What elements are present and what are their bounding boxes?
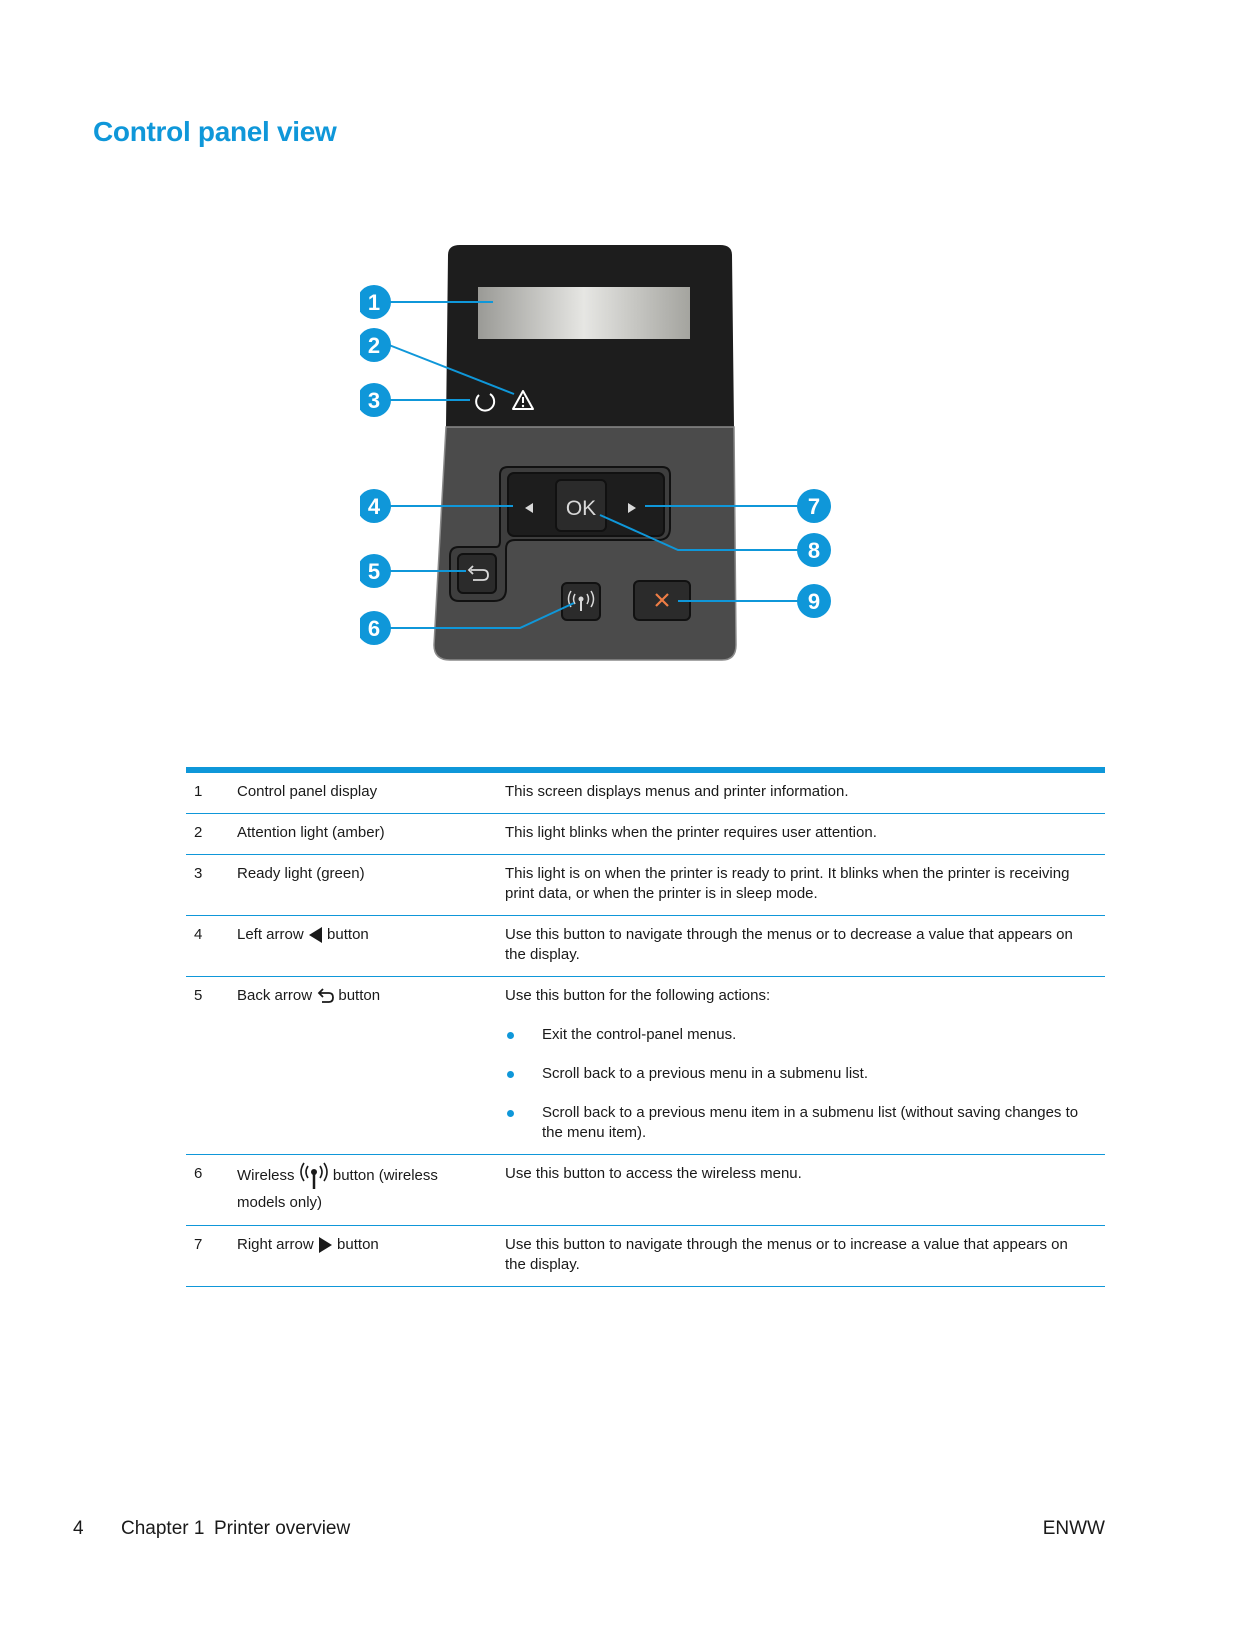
callout-9 bbox=[797, 584, 831, 618]
table-row bbox=[186, 773, 1105, 814]
callout-7 bbox=[797, 489, 831, 523]
item-name-text: Left arrow bbox=[237, 926, 304, 943]
callout-1 bbox=[360, 285, 391, 319]
row-number: 4 bbox=[194, 926, 203, 943]
list-item: Scroll back to a previous menu in a submenu list. bbox=[505, 1064, 1085, 1084]
row-item-name: Ready light (green) bbox=[237, 865, 365, 882]
list-item: Exit the control-panel menus. bbox=[505, 1025, 1085, 1045]
svg-text:9: 9 bbox=[807, 589, 821, 614]
list-item: Scroll back to a previous menu item in a submenu list (without saving changes to the menu item). bbox=[505, 1103, 1085, 1143]
back-arrow-icon bbox=[316, 987, 334, 1005]
table-row bbox=[186, 977, 1105, 1155]
wireless-icon bbox=[299, 1162, 329, 1190]
row-item-name bbox=[237, 925, 505, 965]
item-name-suffix: button bbox=[327, 926, 369, 943]
footer-page-number: 4 bbox=[73, 1518, 84, 1539]
row-description: Use this button to navigate through the menus or to decrease a value that appears on the display. bbox=[505, 926, 1073, 963]
svg-text:7: 7 bbox=[807, 494, 821, 519]
callout-2 bbox=[360, 328, 391, 362]
row-description: This light is on when the printer is ready to print. It blinks when the printer is receiving print data, or when the printer is in sleep mode. bbox=[505, 865, 1070, 902]
back-arrow-button[interactable] bbox=[458, 554, 496, 593]
row-item-name bbox=[237, 986, 505, 1143]
footer-doc-code: ENWW bbox=[1042, 1518, 1105, 1539]
table-row bbox=[186, 1155, 1105, 1226]
left-arrow-icon bbox=[308, 926, 323, 944]
item-name-suffix: button bbox=[338, 987, 381, 1004]
svg-text:1: 1 bbox=[367, 290, 381, 315]
row-number: 3 bbox=[194, 865, 203, 882]
item-name-suffix: button (wireless bbox=[332, 1166, 438, 1184]
table-row bbox=[186, 1226, 1105, 1287]
item-name-text: Wireless bbox=[237, 1166, 295, 1184]
item-name-suffix: button bbox=[337, 1236, 379, 1253]
row-description: Use this button to navigate through the menus or to increase a value that appears on the display. bbox=[505, 1236, 1068, 1273]
row-description: Use this button to access the wireless menu. bbox=[505, 1165, 802, 1182]
description-intro: Use this button for the following actions: bbox=[505, 987, 771, 1004]
right-arrow-icon bbox=[318, 1236, 333, 1254]
footer-chapter-title: Printer overview bbox=[214, 1518, 351, 1539]
row-number: 1 bbox=[194, 783, 203, 800]
callout-8 bbox=[797, 533, 831, 567]
svg-text:6: 6 bbox=[367, 616, 381, 641]
page-title: Control panel view bbox=[93, 116, 337, 147]
row-description: This screen displays menus and printer information. bbox=[505, 783, 849, 800]
row-description bbox=[505, 986, 1105, 1143]
bullet-list bbox=[505, 1025, 1085, 1143]
footer-chapter: Chapter 1 bbox=[121, 1518, 205, 1539]
callout-4 bbox=[360, 489, 391, 523]
item-name-line2: models only) bbox=[237, 1194, 323, 1211]
callout-6 bbox=[360, 611, 391, 645]
callout-5 bbox=[360, 554, 391, 588]
row-item-name bbox=[237, 1162, 505, 1216]
svg-text:2: 2 bbox=[367, 333, 381, 358]
svg-text:4: 4 bbox=[367, 494, 381, 519]
ok-label: OK bbox=[565, 497, 597, 520]
svg-text:5: 5 bbox=[367, 559, 381, 584]
row-number: 6 bbox=[194, 1165, 203, 1182]
control-panel-display bbox=[478, 287, 690, 339]
control-panel-table bbox=[186, 767, 1105, 1287]
row-number: 5 bbox=[194, 987, 203, 1004]
item-name-text: Right arrow bbox=[237, 1236, 314, 1253]
row-number: 7 bbox=[194, 1236, 203, 1253]
ok-button[interactable] bbox=[556, 480, 606, 531]
row-number: 2 bbox=[194, 824, 203, 841]
row-item-name bbox=[237, 1235, 505, 1275]
row-item-name: Control panel display bbox=[237, 783, 378, 800]
table-row bbox=[186, 916, 1105, 977]
svg-text:8: 8 bbox=[807, 538, 821, 563]
row-item-name: Attention light (amber) bbox=[237, 824, 385, 841]
row-description: This light blinks when the printer requires user attention. bbox=[505, 824, 877, 841]
table-row bbox=[186, 814, 1105, 855]
wireless-button[interactable] bbox=[562, 583, 600, 620]
svg-text:3: 3 bbox=[367, 388, 381, 413]
item-name-text: Back arrow bbox=[237, 987, 313, 1004]
control-panel-figure bbox=[360, 245, 850, 685]
callout-3 bbox=[360, 383, 391, 417]
table-row bbox=[186, 855, 1105, 916]
